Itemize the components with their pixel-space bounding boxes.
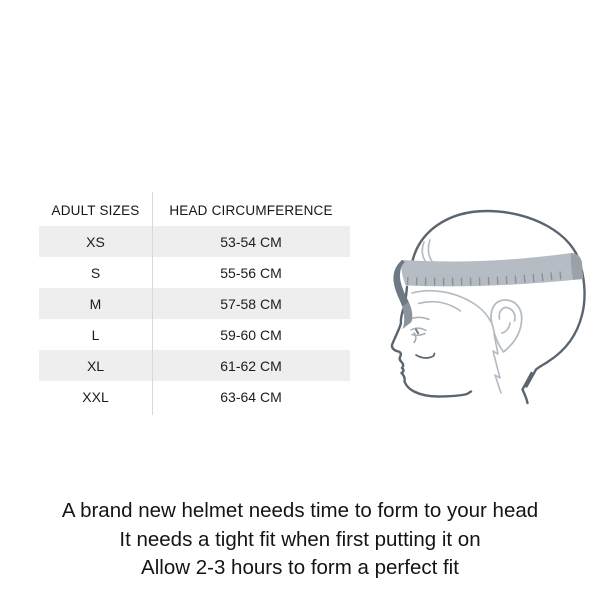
sideburn-zigzag <box>493 334 501 393</box>
circumference-cell: 61-62 CM <box>220 357 282 374</box>
care-note-line-1: A brand new helmet needs time to form to your head <box>61 499 539 522</box>
hair-strand <box>428 240 434 264</box>
pupil <box>416 330 418 334</box>
table-row <box>39 381 350 412</box>
size-cell: M <box>89 295 102 312</box>
hairline-sweep <box>419 302 461 311</box>
size-cell: S <box>90 264 101 281</box>
table-row <box>39 319 350 350</box>
table-row <box>39 350 350 381</box>
mouth-line <box>416 354 435 358</box>
upper-eyelid <box>411 328 426 330</box>
column-header-circumference: HEAD CIRCUMFERENCE <box>169 203 333 218</box>
head-measurement-illustration <box>390 192 590 407</box>
column-header-sizes: ADULT SIZES <box>51 203 140 218</box>
column-divider-line <box>152 192 153 415</box>
table-row <box>39 288 350 319</box>
care-note-line-3: Allow 2-3 hours to form a perfect fit <box>141 556 459 579</box>
circumference-cell: 53-54 CM <box>220 233 282 250</box>
size-table <box>39 195 350 412</box>
size-cell: XS <box>86 233 105 250</box>
skull-outline <box>411 211 585 403</box>
size-cell: XXL <box>82 388 109 405</box>
care-note-line-2: It needs a tight fit when first putting it on <box>119 527 481 551</box>
table-row <box>39 226 350 257</box>
table-header-row <box>39 195 350 226</box>
care-note <box>0 497 600 583</box>
circumference-cell: 59-60 CM <box>220 326 282 343</box>
head-outline <box>392 211 585 403</box>
tape-end-cap <box>571 253 583 280</box>
tape-band <box>401 253 583 286</box>
tape-hanging-end-flap <box>402 303 412 330</box>
table-row <box>39 257 350 288</box>
circumference-cell: 55-56 CM <box>220 264 282 281</box>
size-cell: XL <box>86 357 105 374</box>
circumference-cell: 63-64 CM <box>220 388 282 405</box>
size-cell: L <box>91 326 100 343</box>
circumference-cell: 57-58 CM <box>220 295 282 312</box>
